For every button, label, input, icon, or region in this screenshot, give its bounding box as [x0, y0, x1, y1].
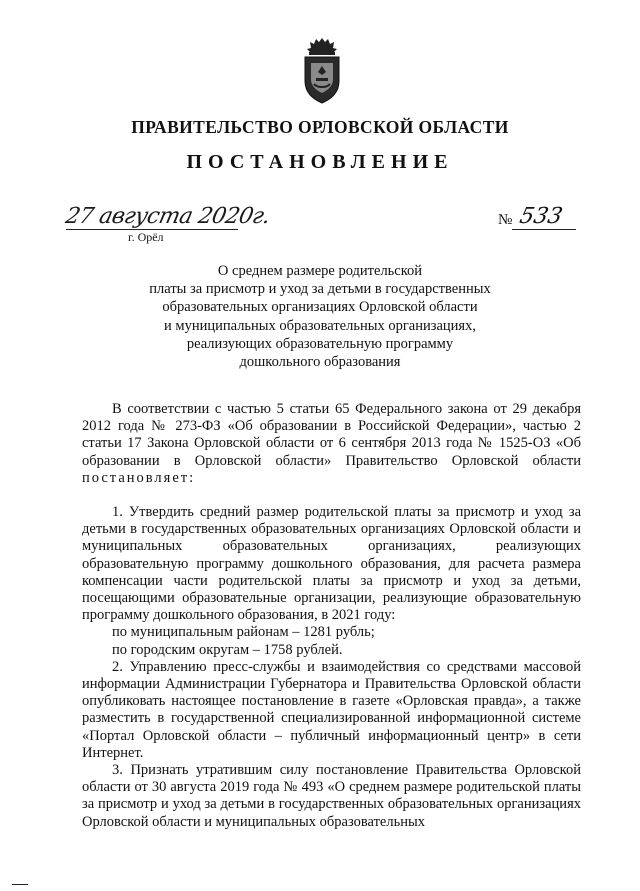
item-2-paragraph: 2. Управлению пресс-службы и взаимодействия со средствами массовой информации Администрации Губернатора и Правительства Орловской области опубликовать настоящее постановление в газете «Орловская правда», а также разместить в государственной специализированной информационной системе «Портал Орловской области – публичный информационный центр» в сети Интернет. [82, 658, 581, 761]
subject-line: реализующих образовательную программу [186, 335, 454, 352]
subject-line: и муниципальных образовательных организациях, [164, 317, 476, 334]
document-type: ПОСТАНОВЛЕНИЕ [186, 151, 454, 173]
preamble-paragraph [82, 401, 581, 487]
item-1-city-districts: по городским округам – 1758 рублей. [112, 641, 343, 658]
document-body [82, 401, 581, 831]
subject-line: дошкольного образования [239, 354, 401, 371]
number-underline [512, 229, 576, 230]
item-1-districts: по муниципальным районам – 1281 рубль; [112, 624, 375, 641]
document-city: г. Орёл [128, 230, 164, 244]
government-title: ПРАВИТЕЛЬСТВО ОРЛОВСКОЙ ОБЛАСТИ [131, 117, 509, 137]
preamble-text: В соответствии с частью 5 статьи 65 Федерального закона от 29 декабря 2012 года № 273-ФЗ «Об образовании в Российской Федерации», частью 2 статьи 17 Закона Орловской области от 6 сентября 2013 года № 1525-ОЗ «Об образовании в Орловской области» Правительство Орловской области [82, 401, 581, 469]
resolves-word: постановляет: [82, 469, 196, 486]
coat-of-arms-emblem [297, 36, 347, 106]
document-subject [140, 262, 500, 371]
subject-line: платы за присмотр и уход за детьми в государственных [149, 281, 491, 298]
number-label: № [498, 212, 513, 228]
document-date: 27 августа 2020г. [63, 204, 273, 229]
subject-line: образовательных организациях Орловской области [162, 299, 478, 316]
document-number: 533 [517, 204, 565, 229]
item-1-paragraph: 1. Утвердить средний размер родительской платы за присмотр и уход за детьми в государственных образовательных организациях Орловской области и муниципальных образовательных организациях, реализующих образовательную программу дошкольного образования, для расчета размера компенсации части родительской платы за присмотр и уход за детьми, посещающими образовательные организации, реализующие образовательную программу дошкольного образования, в 2021 году: [82, 504, 581, 624]
page-corner-mark [12, 884, 28, 885]
subject-line: О среднем размере родительской [217, 263, 423, 279]
item-3-paragraph: 3. Признать утратившим силу постановление Правительства Орловской области от 30 августа 2019 года № 493 «О среднем размере родительской платы за присмотр и уход за детьми в государственных образовательных организациях Орловской области и муниципальных образовательных [82, 762, 581, 830]
